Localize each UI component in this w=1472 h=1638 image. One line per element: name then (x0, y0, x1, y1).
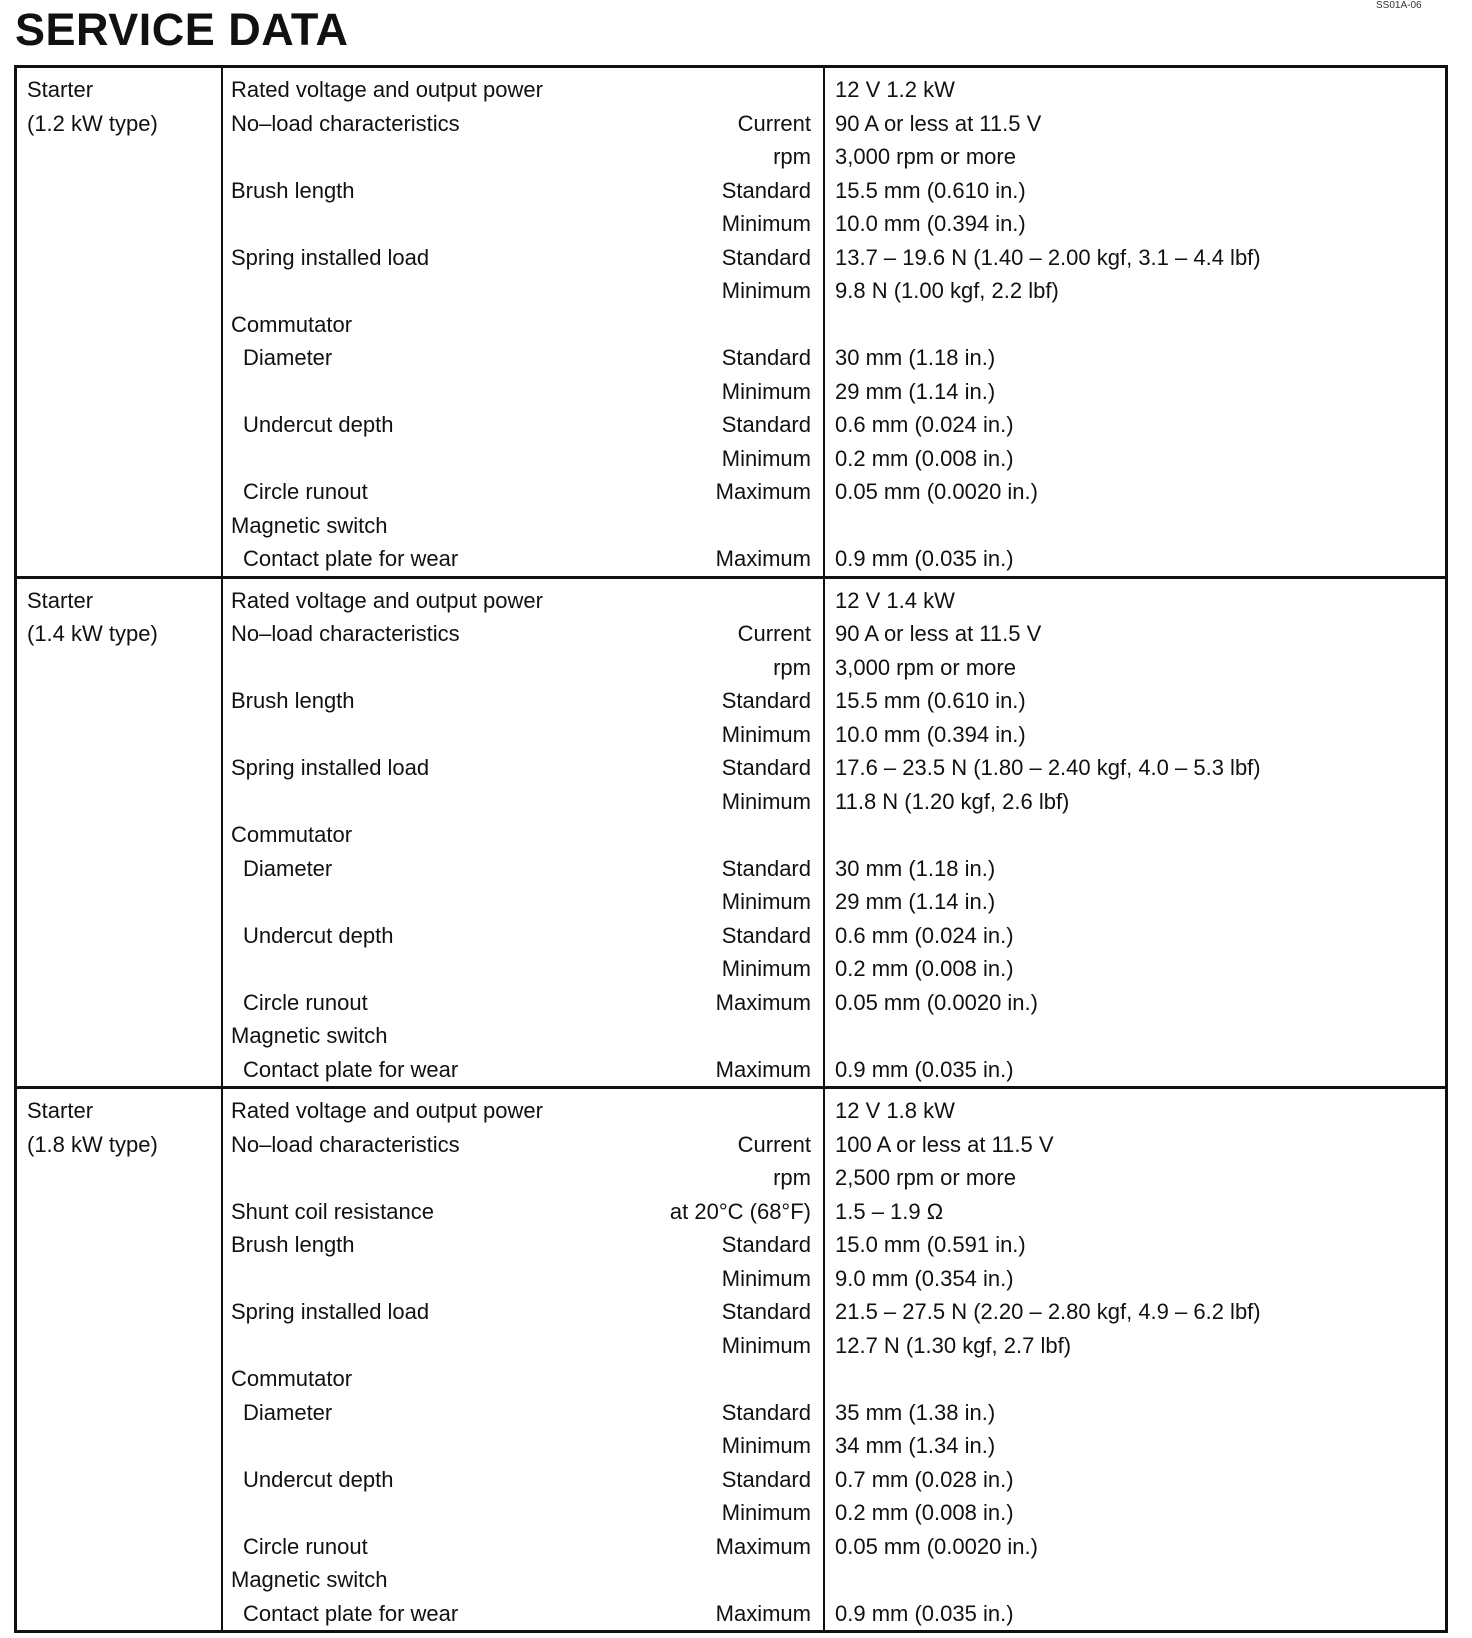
spec-condition: Minimum (721, 956, 811, 981)
spec-label: Brush length (231, 1232, 355, 1257)
spec-condition: Minimum (721, 1332, 811, 1358)
spec-condition: Minimum (721, 445, 811, 471)
spec-item-row (223, 509, 823, 543)
spec-item-row (223, 341, 823, 375)
spec-label: Spring installed load (231, 244, 430, 270)
spec-value (825, 1362, 1445, 1396)
spec-item-row (223, 885, 823, 919)
spec-value: 11.8 N (1.20 kgf, 2.6 lbf) (835, 788, 1070, 814)
spec-condition: rpm (773, 144, 811, 169)
spec-value: 0.2 mm (0.008 in.) (835, 1500, 1014, 1525)
spec-label: Undercut depth (243, 412, 394, 437)
spec-label: Magnetic switch (231, 512, 388, 538)
spec-condition: Standard (721, 1399, 811, 1425)
spec-condition: Minimum (721, 788, 811, 814)
spec-label: Undercut depth (243, 922, 394, 948)
spec-condition: Maximum (715, 479, 811, 504)
spec-value (825, 509, 1445, 543)
spec-value: 29 mm (1.14 in.) (835, 378, 996, 404)
spec-item-row (223, 174, 823, 208)
spec-value: 10.0 mm (0.394 in.) (835, 721, 1026, 747)
spec-item-row (223, 274, 823, 308)
spec-condition: Current (737, 1131, 811, 1157)
spec-value: 3,000 rpm or more (835, 654, 1016, 680)
spec-condition: Minimum (721, 889, 811, 914)
spec-label: Magnetic switch (231, 1023, 388, 1048)
spec-label: Brush length (231, 688, 355, 713)
spec-item-row (223, 986, 823, 1020)
spec-item-row (223, 1228, 823, 1262)
spec-item-row (223, 107, 823, 141)
spec-condition: rpm (773, 1165, 811, 1190)
value-cell (824, 1088, 1447, 1632)
spec-item-row (223, 375, 823, 409)
service-data-table-body (16, 67, 1447, 1632)
spec-item-row (223, 408, 823, 442)
spec-value: 1.5 – 1.9 Ω (835, 1198, 944, 1224)
spec-value: 0.6 mm (0.024 in.) (835, 922, 1014, 948)
spec-label: Circle runout (243, 479, 368, 504)
spec-value: 90 A or less at 11.5 V (835, 621, 1042, 646)
spec-condition: Standard (721, 855, 811, 881)
spec-condition: at 20°C (68°F) (669, 1198, 811, 1224)
spec-value: 0.2 mm (0.008 in.) (835, 445, 1014, 471)
spec-condition: Standard (721, 244, 811, 270)
spec-value: 0.05 mm (0.0020 in.) (835, 1533, 1038, 1559)
spec-item-row (223, 241, 823, 275)
spec-condition: Standard (721, 688, 811, 713)
spec-value: 35 mm (1.38 in.) (835, 1399, 996, 1425)
spec-condition: Minimum (721, 1265, 811, 1291)
spec-value: 13.7 – 19.6 N (1.40 – 2.00 kgf, 3.1 – 4.4 lbf) (835, 244, 1261, 270)
component-name: Starter (27, 77, 94, 102)
spec-value: 0.05 mm (0.0020 in.) (835, 479, 1038, 504)
spec-item-row (223, 651, 823, 685)
spec-item-row (223, 1161, 823, 1195)
spec-item-row (223, 1463, 823, 1497)
spec-condition: Standard (721, 1466, 811, 1492)
spec-condition: Maximum (715, 1533, 811, 1559)
spec-item-row (223, 1329, 823, 1363)
spec-label: Rated voltage and output power (231, 77, 543, 102)
service-data-table (14, 65, 1448, 1633)
component-name: (1.4 kW type) (27, 621, 158, 646)
spec-item-row (223, 442, 823, 476)
spec-item-row (223, 308, 823, 342)
value-cell (824, 577, 1447, 1088)
spec-condition: Minimum (721, 721, 811, 747)
spec-item-row (223, 584, 823, 618)
spec-item-row (223, 1563, 823, 1597)
spec-item-row (223, 751, 823, 785)
component-name: (1.8 kW type) (27, 1131, 158, 1157)
spec-condition: Standard (721, 922, 811, 948)
spec-item-row (223, 617, 823, 651)
spec-label: Undercut depth (243, 1466, 394, 1492)
spec-item-row (223, 542, 823, 576)
spec-label: Rated voltage and output power (231, 1098, 543, 1123)
spec-item-row (223, 1496, 823, 1530)
spec-label: Commutator (231, 311, 353, 337)
spec-value: 0.7 mm (0.028 in.) (835, 1466, 1014, 1492)
value-cell (824, 67, 1447, 578)
spec-value: 12.7 N (1.30 kgf, 2.7 lbf) (835, 1332, 1072, 1358)
spec-label: Circle runout (243, 989, 368, 1015)
spec-value: 10.0 mm (0.394 in.) (835, 211, 1026, 236)
spec-item-row (223, 684, 823, 718)
spec-condition: Minimum (721, 1433, 811, 1458)
component-name: Starter (27, 1098, 94, 1123)
spec-item-row (223, 718, 823, 752)
spec-condition: Standard (721, 177, 811, 203)
spec-label: Rated voltage and output power (231, 587, 543, 613)
spec-item-row (223, 1128, 823, 1162)
spec-condition: Current (737, 621, 811, 646)
spec-condition: Minimum (721, 278, 811, 303)
spec-label: Magnetic switch (231, 1567, 388, 1592)
spec-condition: Minimum (721, 1500, 811, 1525)
spec-value: 21.5 – 27.5 N (2.20 – 2.80 kgf, 4.9 – 6.2 lbf) (835, 1299, 1261, 1324)
spec-value: 0.9 mm (0.035 in.) (835, 1600, 1014, 1626)
spec-condition: Minimum (721, 378, 811, 404)
spec-item-row (223, 1597, 823, 1631)
component-name: Starter (27, 587, 94, 613)
spec-value: 29 mm (1.14 in.) (835, 889, 996, 914)
spec-item-row (223, 952, 823, 986)
starter-section (16, 1088, 1447, 1632)
item-cell (222, 577, 824, 1088)
component-name: (1.2 kW type) (27, 110, 158, 136)
spec-item-row (223, 1262, 823, 1296)
spec-item-row (223, 1429, 823, 1463)
spec-value: 12 V 1.8 kW (835, 1098, 955, 1123)
spec-label: Contact plate for wear (243, 1600, 459, 1626)
spec-condition: Standard (721, 345, 811, 370)
spec-label: Circle runout (243, 1533, 368, 1559)
spec-label: Spring installed load (231, 755, 430, 780)
spec-condition: Standard (721, 412, 811, 437)
spec-value: 30 mm (1.18 in.) (835, 345, 996, 370)
spec-item-row (223, 475, 823, 509)
spec-value: 0.6 mm (0.024 in.) (835, 412, 1014, 437)
spec-item-row (223, 818, 823, 852)
component-cell (16, 577, 223, 1088)
spec-label: Shunt coil resistance (231, 1198, 434, 1224)
spec-condition: Maximum (715, 1056, 811, 1082)
spec-item-row (223, 73, 823, 107)
spec-item-row (223, 207, 823, 241)
spec-condition: Maximum (715, 989, 811, 1015)
spec-value: 0.9 mm (0.035 in.) (835, 546, 1014, 571)
spec-label: Commutator (231, 1366, 353, 1391)
spec-label: No–load characteristics (231, 621, 460, 646)
item-cell (222, 67, 824, 578)
spec-item-row (223, 1396, 823, 1430)
page-title: SERVICE DATA (15, 4, 349, 55)
spec-condition: rpm (773, 654, 811, 680)
spec-condition: Minimum (721, 211, 811, 236)
spec-value (825, 308, 1445, 342)
spec-value: 12 V 1.2 kW (835, 77, 955, 102)
spec-label: No–load characteristics (231, 110, 460, 136)
spec-value: 9.0 mm (0.354 in.) (835, 1265, 1014, 1291)
component-cell (16, 67, 223, 578)
spec-item-row (223, 1530, 823, 1564)
spec-value: 12 V 1.4 kW (835, 587, 955, 613)
page-code: SS01A-06 (1376, 0, 1422, 11)
spec-condition: Current (737, 110, 811, 136)
spec-item-row (223, 1094, 823, 1128)
spec-label: Diameter (243, 345, 333, 370)
spec-label: Contact plate for wear (243, 546, 459, 571)
spec-value: 15.5 mm (0.610 in.) (835, 177, 1026, 203)
spec-value: 34 mm (1.34 in.) (835, 1433, 996, 1458)
component-cell (16, 1088, 223, 1632)
spec-item-row (223, 1019, 823, 1053)
spec-value: 0.2 mm (0.008 in.) (835, 956, 1014, 981)
spec-item-row (223, 140, 823, 174)
spec-item-row (223, 919, 823, 953)
spec-value: 9.8 N (1.00 kgf, 2.2 lbf) (835, 278, 1059, 303)
spec-value: 0.9 mm (0.035 in.) (835, 1056, 1014, 1082)
spec-value (825, 1563, 1445, 1597)
spec-condition: Standard (721, 1232, 811, 1257)
spec-label: Diameter (243, 1399, 333, 1425)
starter-section (16, 577, 1447, 1088)
spec-label: Spring installed load (231, 1299, 430, 1324)
spec-condition: Standard (721, 1299, 811, 1324)
spec-value: 0.05 mm (0.0020 in.) (835, 989, 1038, 1015)
spec-label: Brush length (231, 177, 355, 203)
spec-value: 100 A or less at 11.5 V (835, 1131, 1054, 1157)
spec-condition: Maximum (715, 546, 811, 571)
spec-value (825, 818, 1445, 852)
spec-condition: Maximum (715, 1600, 811, 1626)
spec-item-row (223, 1195, 823, 1229)
starter-section (16, 67, 1447, 578)
spec-item-row (223, 1362, 823, 1396)
spec-value: 3,000 rpm or more (835, 144, 1016, 169)
spec-label: Diameter (243, 855, 333, 881)
spec-item-row (223, 1053, 823, 1087)
spec-label: Commutator (231, 822, 353, 847)
spec-condition: Standard (721, 755, 811, 780)
spec-label: Contact plate for wear (243, 1056, 459, 1082)
spec-value: 17.6 – 23.5 N (1.80 – 2.40 kgf, 4.0 – 5.3 lbf) (835, 755, 1261, 780)
spec-value (825, 1019, 1445, 1053)
spec-label: No–load characteristics (231, 1131, 460, 1157)
spec-item-row (223, 785, 823, 819)
spec-value: 15.0 mm (0.591 in.) (835, 1232, 1026, 1257)
item-cell (222, 1088, 824, 1632)
spec-value: 2,500 rpm or more (835, 1165, 1016, 1190)
spec-value: 15.5 mm (0.610 in.) (835, 688, 1026, 713)
spec-value: 90 A or less at 11.5 V (835, 110, 1042, 136)
spec-value: 30 mm (1.18 in.) (835, 855, 996, 881)
spec-item-row (223, 852, 823, 886)
spec-item-row (223, 1295, 823, 1329)
